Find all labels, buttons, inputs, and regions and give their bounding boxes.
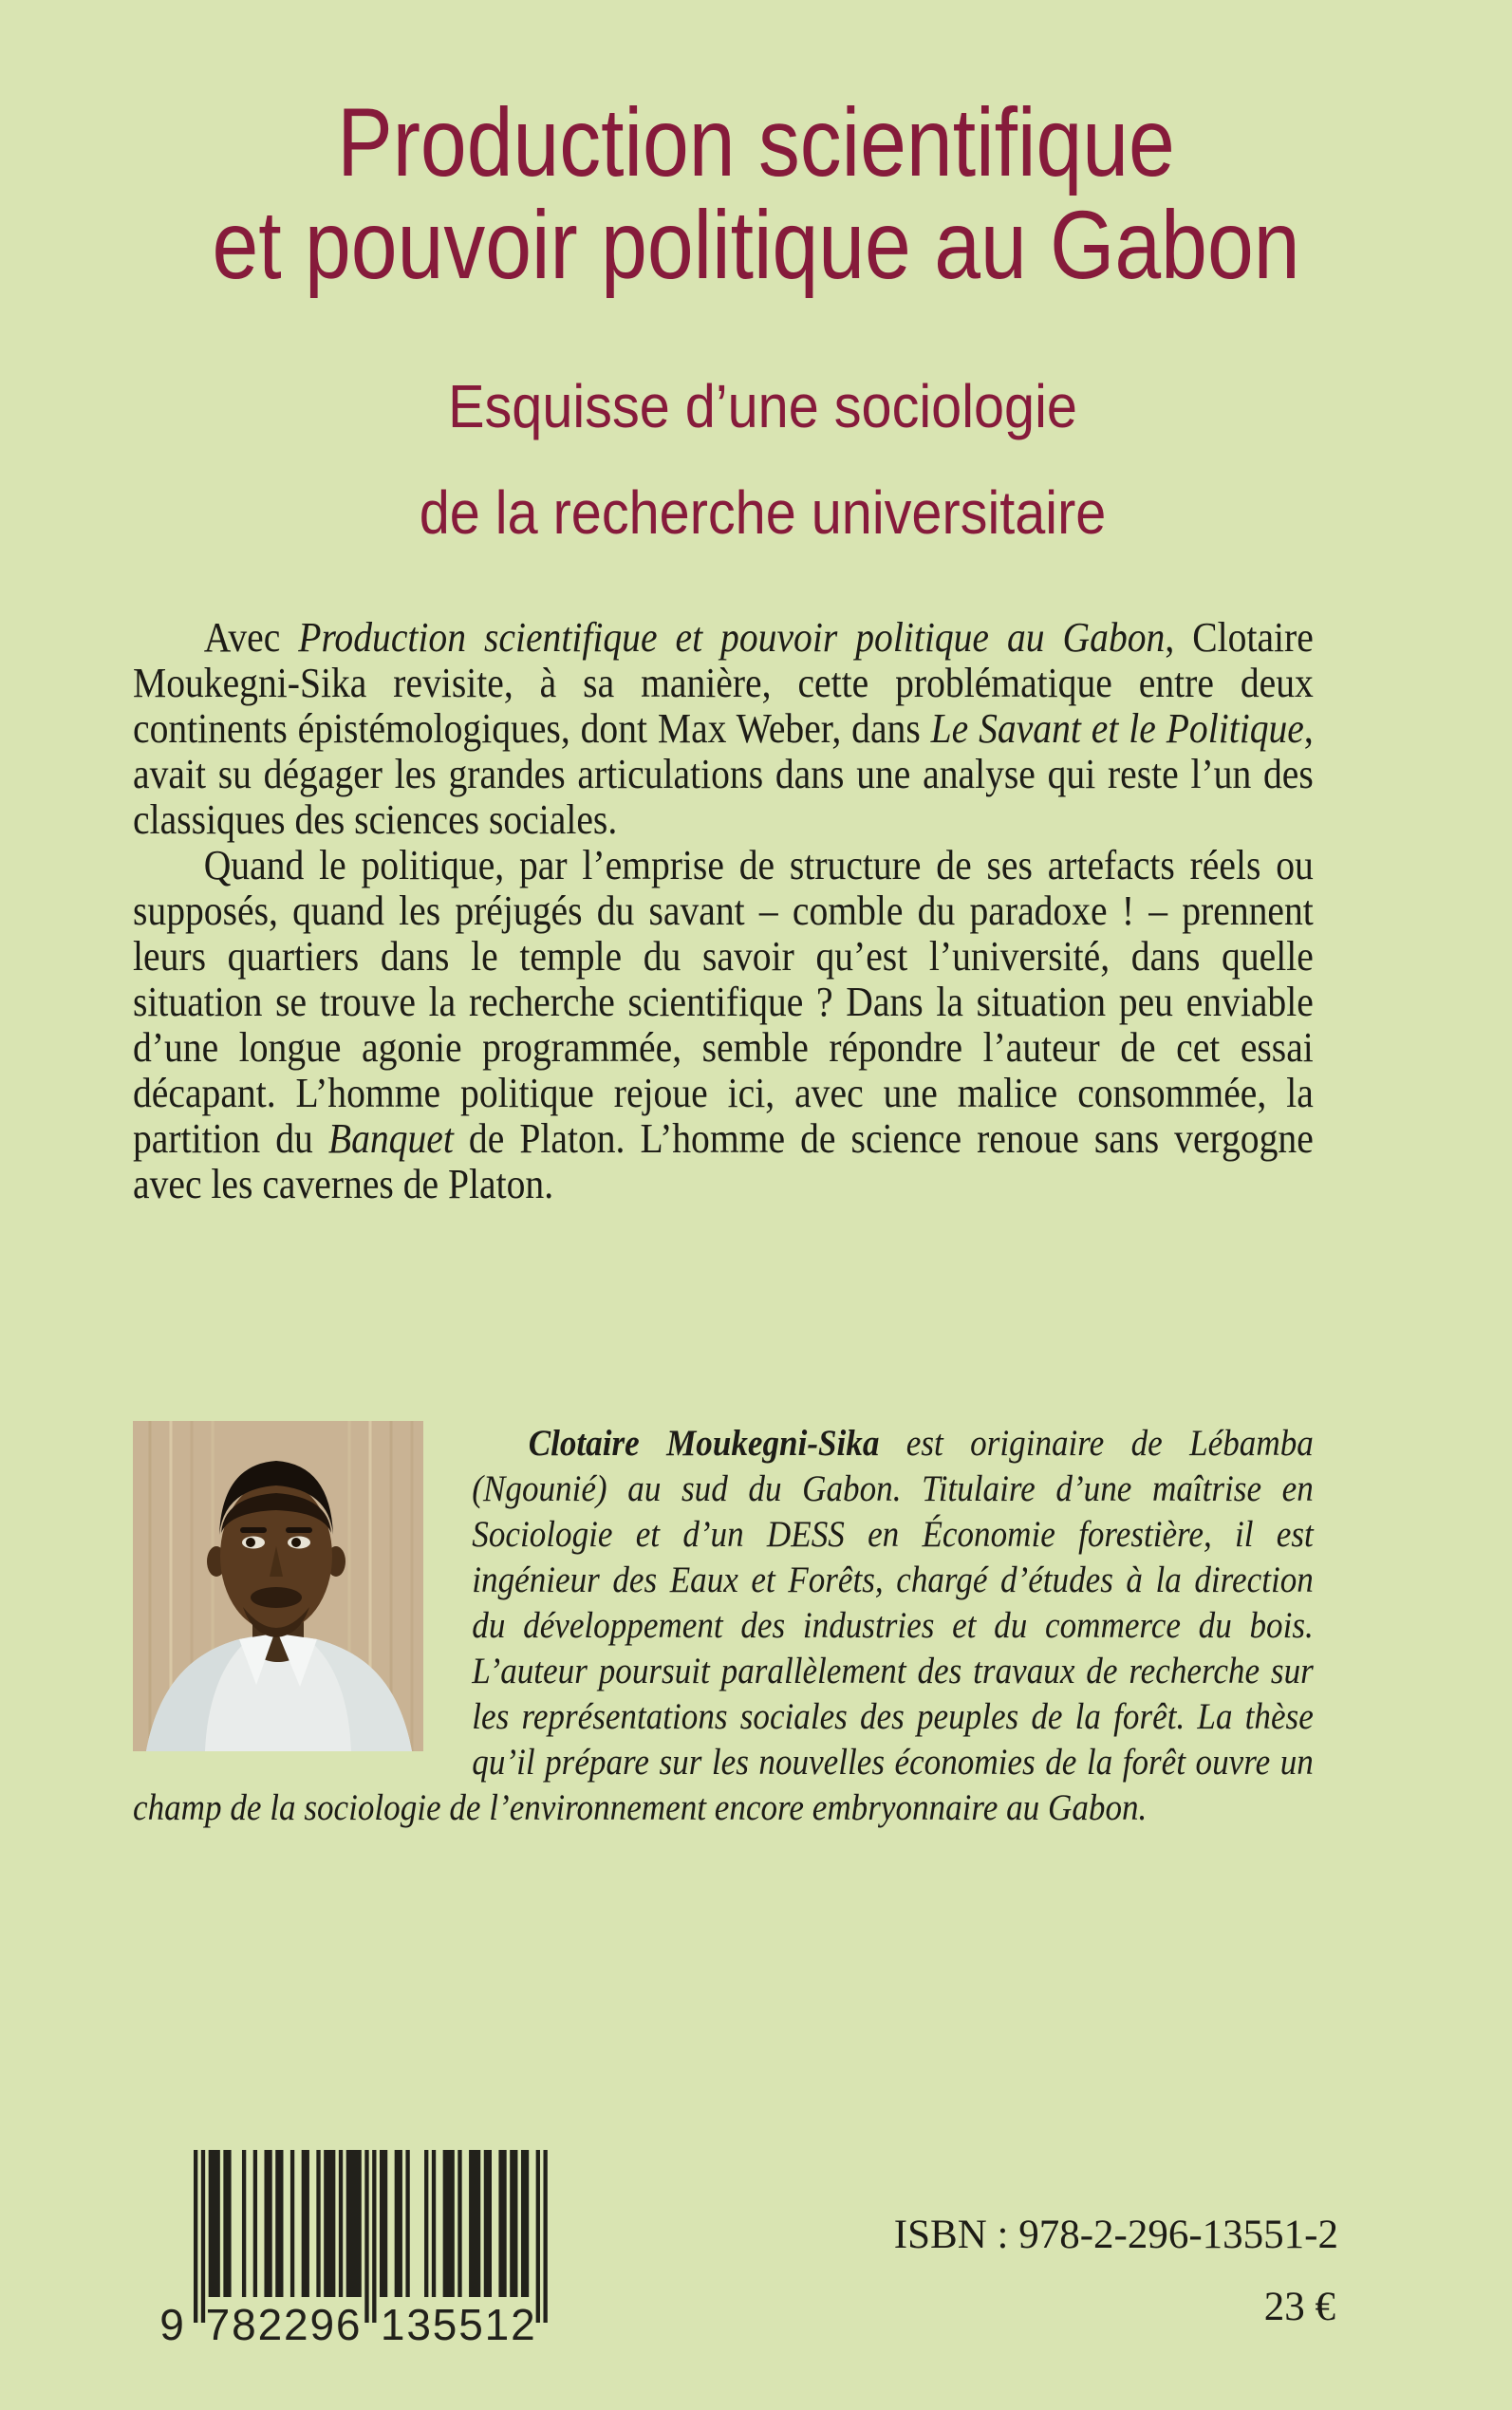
barcode-bar [194,2150,197,2323]
barcode-digit: 9 [309,2300,335,2349]
plain-text: , Clotaire Moukegni-Sika revisite, à sa manière, cette problématique entre deux continents épistémologiques, dont Max Weber, dans [133,614,1314,752]
barcode-bar [242,2150,246,2297]
barcode-bar [395,2150,402,2297]
emphasized-text: Le Savant et le Politique [930,705,1304,752]
emphasized-text: Clotaire Moukegni-Sika [528,1423,880,1464]
barcode-bar [201,2150,205,2323]
barcode-bar [339,2150,343,2297]
barcode-bar [380,2150,387,2297]
synopsis-paragraph-1 [133,615,1314,843]
barcode-bar [536,2150,540,2323]
book-subtitle [88,353,1437,566]
book-subtitle-line-2: de la recherche universitaire [419,478,1107,547]
barcode-bar [324,2150,335,2297]
book-subtitle-line-1: Esquisse d’une sociologie [448,372,1077,440]
emphasized-text: Production scientifique et pouvoir politique au Gabon [298,614,1166,661]
plain-text: de Platon. L’homme de science renoue sans vergogne avec les cavernes de Platon. [133,1115,1314,1207]
barcode-bar [209,2150,220,2297]
barcode-bar [510,2150,517,2297]
barcode-digit: 5 [432,2300,457,2349]
barcode-digit: 7 [205,2300,231,2349]
barcode-bar [275,2150,283,2297]
barcode-bar [457,2150,461,2297]
synopsis-paragraph-2 [133,843,1314,1207]
barcode-bar [290,2150,294,2297]
barcode-bar [432,2150,436,2297]
price-label: 23 € [1263,2285,1335,2329]
plain-text: Quand le politique, par l’emprise de structure de ses artefacts réels ou supposés, quand les préjugés du savant – comble du paradoxe ! – prennent leurs quartiers dans le temple du savoir qu’est l’université, dans quelle situation se trouve la recherche scientifique ? Dans la situation peu enviable d’une longue agonie programmée, semble répondre l’auteur de cet essai décapant. L’homme politique rejoue ici, avec une malice consommée, la partition du [133,842,1314,1162]
barcode-digit: 1 [484,2300,510,2349]
plain-text: , avait su dégager les grandes articulations dans une analyse qui reste l’un des classiques des sciences sociales. [133,705,1314,843]
barcode-bar [364,2150,368,2323]
barcode-bar [264,2150,271,2297]
barcode-bar [405,2150,409,2297]
book-title [106,88,1407,299]
barcode-bar [302,2150,309,2297]
barcode-bar [521,2150,529,2297]
barcode-digit: 2 [257,2300,283,2349]
barcode-bar [223,2150,231,2297]
barcode-bar [469,2150,480,2297]
barcode-digit: 8 [232,2300,256,2349]
barcode-digit: 9 [159,2300,184,2349]
barcode-digit: 2 [284,2300,308,2349]
barcode-block [151,2150,554,2351]
barcode-digit: 3 [406,2300,431,2349]
emphasized-text: Banquet [327,1115,454,1162]
barcode-bar [443,2150,455,2297]
plain-text: Avec [203,614,299,661]
plain-text: est originaire de Lébamba (Ngounié) au sud du Gabon. Titulaire d’une maîtrise en Sociologie et d’un DESS en Économie forestière, il est ingénieur des Eaux et Forêts, chargé d’études à la direction du développement des industries et du commerce du bois. L’auteur poursuit parallèlement des travaux de recherche sur les représentations sociales des peuples de la forêt. La thèse qu’il prépare sur les nouvelles économies de la forêt ouvre un champ de la sociologie de l’environnement encore embryonnaire au Gabon. [133,1423,1314,1828]
synopsis [133,615,1314,1207]
barcode-digit: 5 [458,2300,483,2349]
barcode-digit: 2 [511,2300,535,2349]
barcode-bar [253,2150,257,2297]
barcode-bar [484,2150,492,2297]
barcode-digit: 1 [380,2300,405,2349]
barcode-bar [316,2150,320,2297]
barcode-bar [498,2150,506,2297]
barcode-bar [543,2150,547,2323]
barcode-bar [346,2150,362,2297]
barcode-bar [424,2150,428,2297]
author-bio [133,1421,1314,1831]
author-photo [133,1421,423,1751]
isbn-label: ISBN : 978-2-296-13551-2 [893,2213,1338,2257]
book-title-line-2: et pouvoir politique au Gabon [212,191,1300,299]
ean13-barcode [151,2150,554,2351]
barcode-digit: 6 [335,2300,361,2349]
barcode-bar [372,2150,376,2323]
book-title-line-1: Production scientifique [337,88,1175,196]
